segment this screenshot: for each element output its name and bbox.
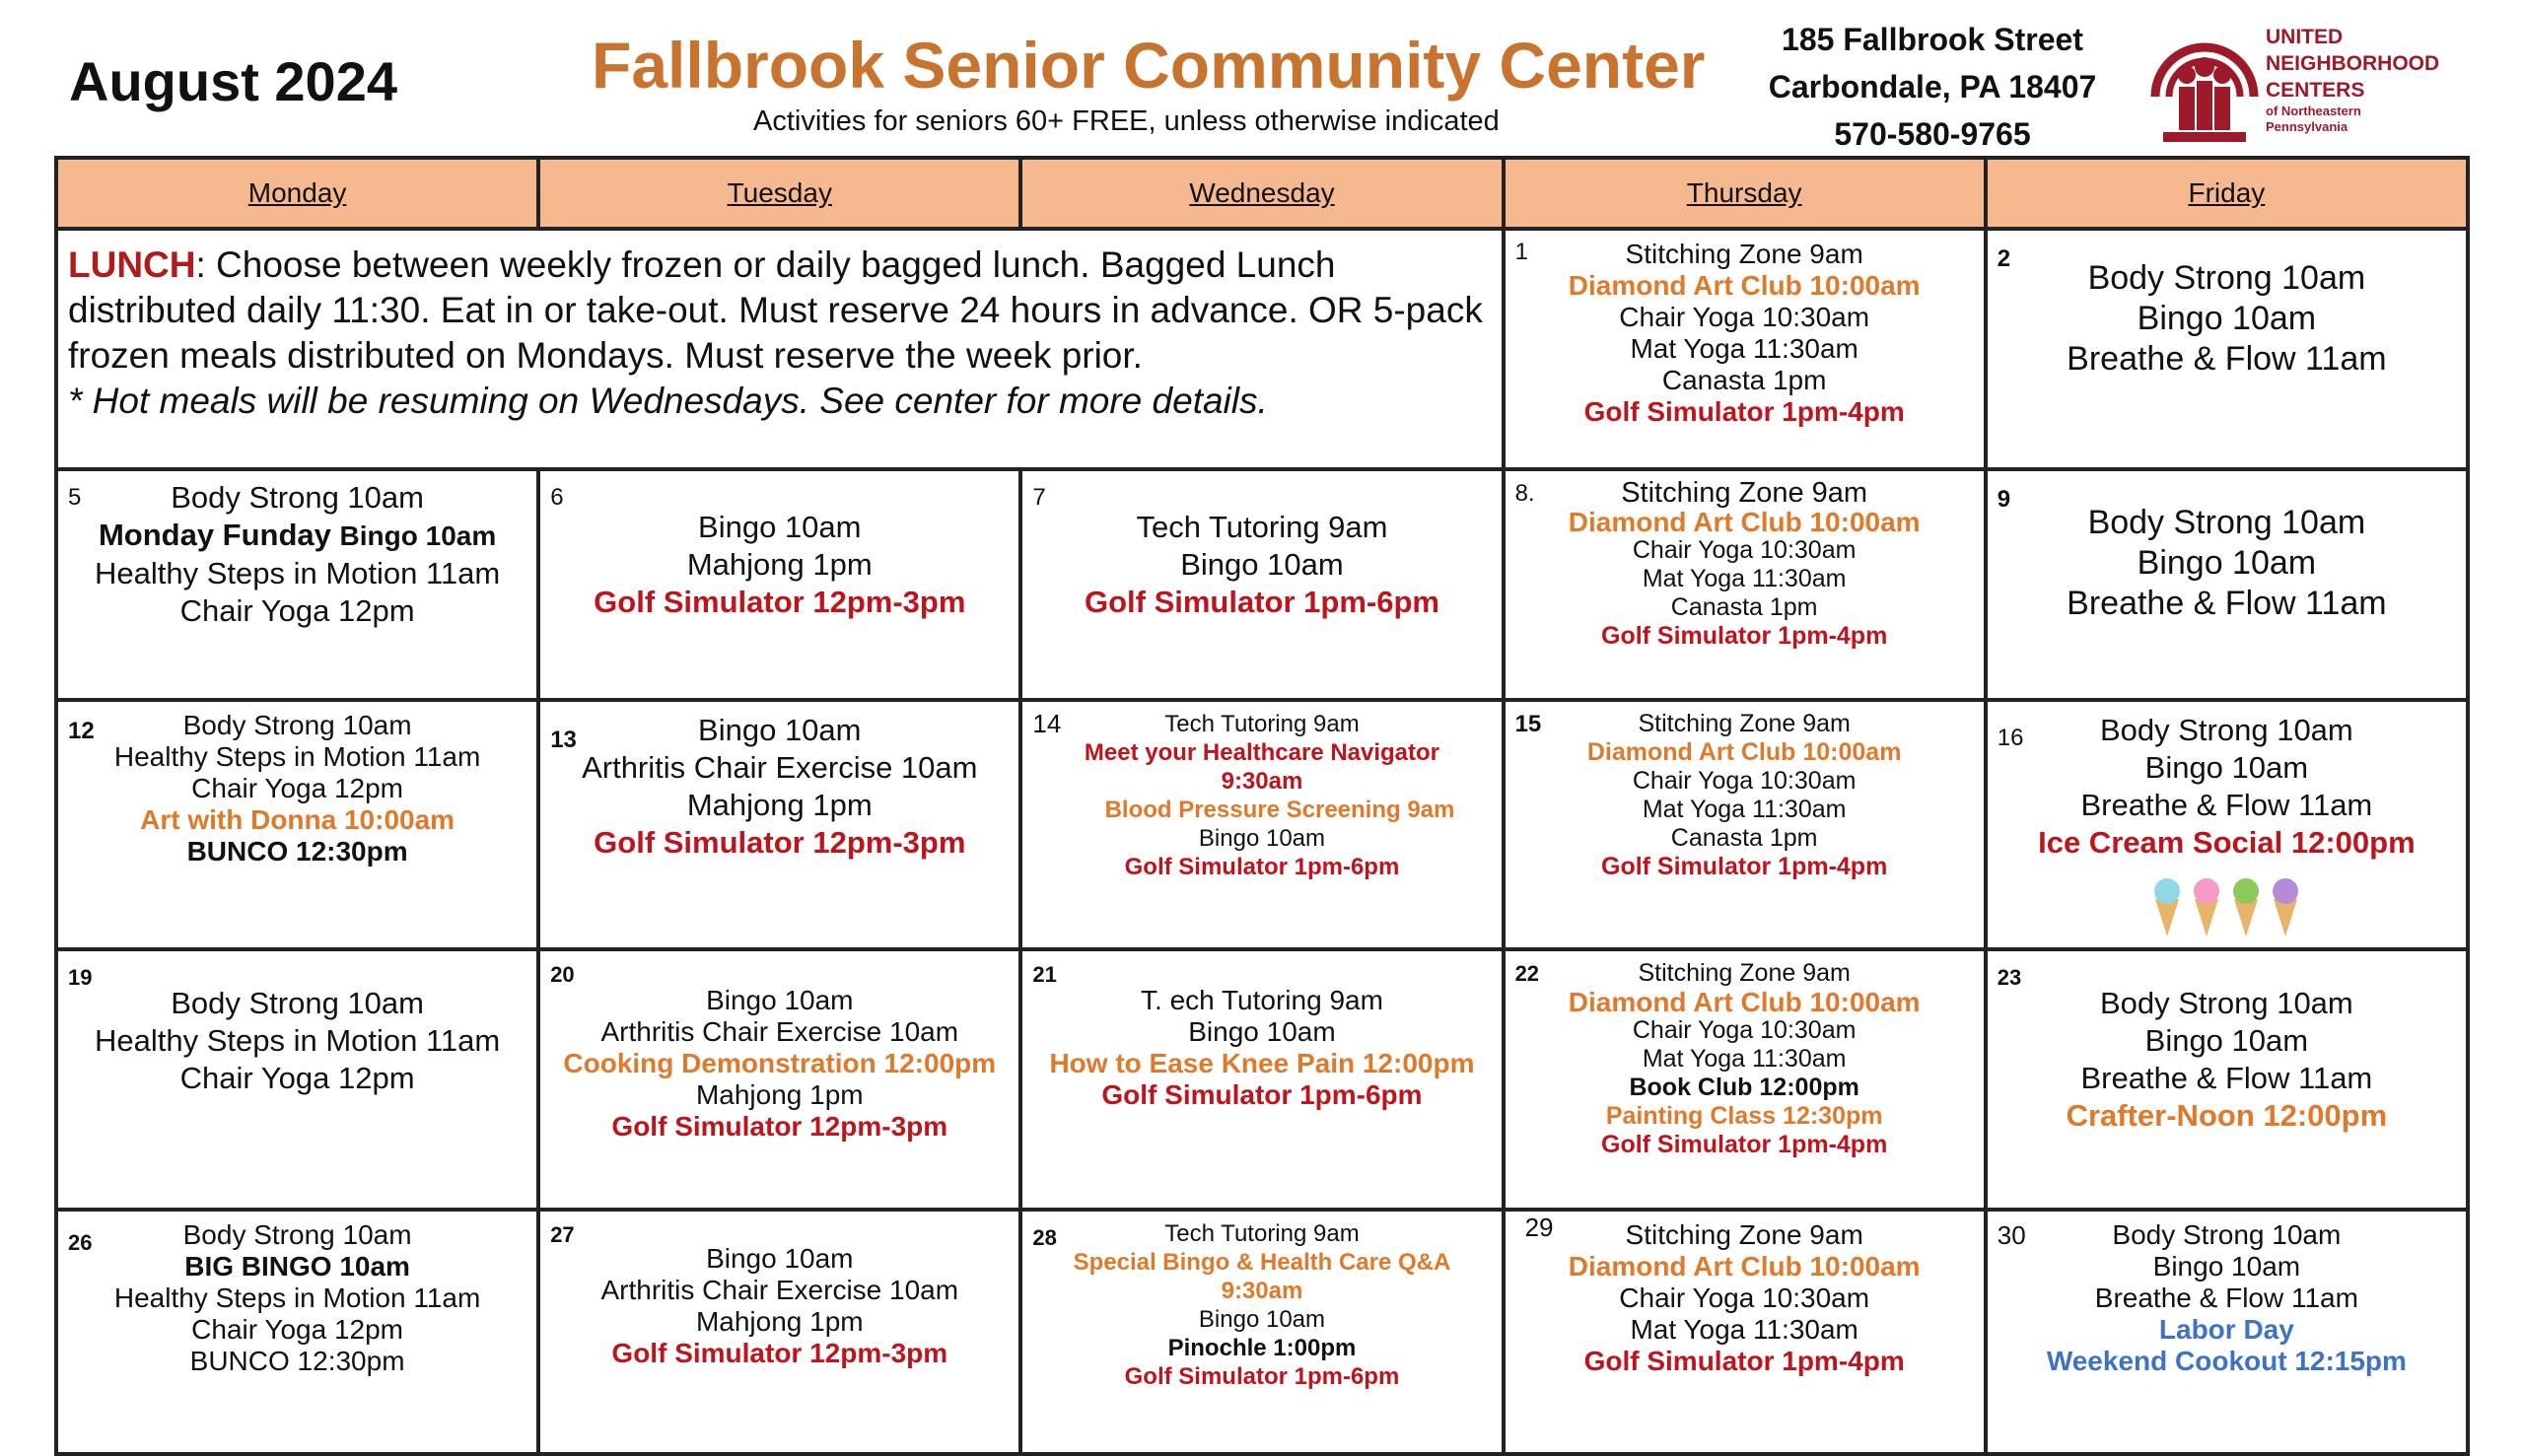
event: Arthritis Chair Exercise 10am bbox=[600, 1275, 959, 1305]
event: Mat Yoga 11:30am bbox=[1630, 1314, 1858, 1345]
event: Mahjong 1pm bbox=[686, 547, 873, 582]
lunch-info-cell bbox=[56, 229, 1504, 469]
event: Bingo 10am bbox=[698, 510, 862, 544]
lunch-label: LUNCH bbox=[68, 244, 196, 285]
event: Bingo 10am bbox=[2137, 544, 2317, 582]
day-number: 16 bbox=[1997, 725, 2024, 751]
event: Canasta 1pm bbox=[1670, 593, 1818, 621]
lunch-note: * Hot meals will be resuming on Wednesdays. See center for more details. bbox=[68, 381, 1268, 421]
event: Mahjong 1pm bbox=[686, 788, 873, 822]
day-number: 6 bbox=[550, 484, 564, 511]
event-highlight: 9:30am bbox=[1221, 1278, 1303, 1304]
week-row-4 bbox=[56, 949, 2468, 1210]
event: Bingo 10am bbox=[2137, 300, 2317, 337]
event: Chair Yoga 10:30am bbox=[1632, 536, 1857, 564]
event: Mahjong 1pm bbox=[695, 1079, 864, 1110]
event: Stitching Zone 9am bbox=[1638, 710, 1851, 737]
header-thursday: Thursday bbox=[1504, 158, 1986, 229]
event: Mat Yoga 11:30am bbox=[1642, 796, 1847, 823]
event-highlight: Diamond Art Club 10:00am bbox=[1568, 270, 1921, 301]
event-highlight: Diamond Art Club 10:00am bbox=[1568, 987, 1921, 1017]
event: Bingo 10am bbox=[1180, 547, 1344, 582]
event-highlight: Cooking Demonstration 12:00pm bbox=[563, 1048, 997, 1078]
event: Healthy Steps in Motion 11am bbox=[113, 741, 481, 772]
day-cell-28 bbox=[1020, 1210, 1503, 1454]
event: Breathe & Flow 11am bbox=[2067, 340, 2387, 378]
event: Stitching Zone 9am bbox=[1625, 239, 1863, 269]
day-number: 26 bbox=[68, 1230, 93, 1255]
day-number: 21 bbox=[1032, 962, 1057, 987]
address-block bbox=[1745, 16, 2120, 158]
event: Healthy Steps in Motion 11am bbox=[94, 556, 501, 590]
event-highlight: Golf Simulator 1pm-4pm bbox=[1583, 1346, 1905, 1376]
day-number: 19 bbox=[68, 965, 93, 990]
event-highlight: Golf Simulator 12pm-3pm bbox=[611, 1338, 948, 1368]
day-number: 14 bbox=[1032, 709, 1062, 738]
day-cell-16 bbox=[1986, 700, 2468, 949]
event-highlight: Labor Day bbox=[2158, 1314, 2294, 1345]
day-cell-13 bbox=[538, 700, 1020, 949]
day-number: 7 bbox=[1032, 484, 1046, 511]
event-highlight: Art with Donna 10:00am bbox=[140, 804, 456, 835]
event: Book Club 12:00pm bbox=[1629, 1074, 1859, 1101]
header-wednesday: Wednesday bbox=[1020, 158, 1503, 229]
event: Mat Yoga 11:30am bbox=[1642, 1045, 1847, 1073]
day-cell-15 bbox=[1504, 700, 1986, 949]
event-highlight: Painting Class 12:30pm bbox=[1605, 1102, 1883, 1130]
event-highlight: Golf Simulator 1pm-4pm bbox=[1601, 853, 1888, 880]
event: Bingo 10am bbox=[2144, 750, 2309, 785]
day-number: 29 bbox=[1524, 1213, 1554, 1242]
event: Arthritis Chair Exercise 10am bbox=[582, 750, 978, 785]
event-highlight: Weekend Cookout 12:15pm bbox=[2046, 1346, 2407, 1376]
lunch-info bbox=[58, 231, 1502, 424]
event: Body Strong 10am bbox=[171, 480, 424, 515]
event: Bingo 10am bbox=[2152, 1251, 2301, 1282]
logo-line-4: of Northeastern bbox=[2266, 104, 2361, 118]
event: Canasta 1pm bbox=[1670, 824, 1818, 852]
event: Healthy Steps in Motion 11am bbox=[94, 1023, 501, 1058]
event: Tech Tutoring 9am bbox=[1164, 1220, 1360, 1247]
event: Healthy Steps in Motion 11am bbox=[113, 1283, 481, 1313]
event: Chair Yoga 12pm bbox=[179, 593, 415, 628]
logo-line-2: NEIGHBORHOOD bbox=[2266, 52, 2440, 75]
logo-line-3: CENTERS bbox=[2266, 79, 2365, 102]
event: Breathe & Flow 11am bbox=[2080, 1061, 2373, 1095]
week-row-5 bbox=[56, 1210, 2468, 1454]
center-title: Fallbrook Senior Community Center bbox=[592, 29, 1706, 102]
event: Mat Yoga 11:30am bbox=[1642, 565, 1847, 592]
subtitle: Activities for seniors 60+ FREE, unless otherwise indicated bbox=[753, 105, 1500, 137]
header-tuesday: Tuesday bbox=[538, 158, 1020, 229]
day-cell-14 bbox=[1020, 700, 1503, 949]
event: Stitching Zone 9am bbox=[1638, 959, 1851, 987]
weekday-header-row bbox=[56, 158, 2468, 229]
address-city: Carbondale, PA 18407 bbox=[1768, 69, 2097, 104]
event-highlight: Special Bingo & Health Care Q&A bbox=[1073, 1249, 1451, 1276]
event: Bingo 10am bbox=[706, 1243, 854, 1274]
day-cell-27 bbox=[538, 1210, 1020, 1454]
event: Chair Yoga 10:30am bbox=[1632, 1016, 1857, 1044]
event-highlight: Golf Simulator 1pm-6pm bbox=[1124, 1363, 1400, 1390]
event-highlight: Golf Simulator 1pm-4pm bbox=[1601, 622, 1888, 650]
week-row-2 bbox=[56, 469, 2468, 700]
day-number: 12 bbox=[68, 718, 95, 744]
day-cell-23 bbox=[1986, 949, 2468, 1210]
event-highlight: How to Ease Knee Pain 12:00pm bbox=[1049, 1048, 1475, 1078]
event-highlight: Golf Simulator 12pm-3pm bbox=[594, 825, 966, 860]
day-number: 20 bbox=[550, 962, 575, 987]
event: Body Strong 10am bbox=[182, 1219, 412, 1250]
event: Bingo 10am bbox=[339, 520, 497, 551]
day-cell-30 bbox=[1986, 1210, 2468, 1454]
day-cell-21 bbox=[1020, 949, 1503, 1210]
day-cell-12 bbox=[56, 700, 538, 949]
event: Breathe & Flow 11am bbox=[2094, 1283, 2358, 1313]
event: Chair Yoga 10:30am bbox=[1619, 302, 1870, 332]
unc-logo bbox=[2149, 18, 2445, 150]
day-cell-5 bbox=[56, 469, 538, 700]
event: Body Strong 10am bbox=[182, 710, 412, 740]
event-highlight: Diamond Art Club 10:00am bbox=[1568, 507, 1921, 537]
day-number: 5 bbox=[68, 484, 82, 511]
event-highlight: Golf Simulator 1pm-6pm bbox=[1084, 585, 1439, 619]
event-highlight: Diamond Art Club 10:00am bbox=[1586, 738, 1902, 766]
header-friday: Friday bbox=[1986, 158, 2468, 229]
day-cell-20 bbox=[538, 949, 1020, 1210]
event-highlight: 9:30am bbox=[1221, 768, 1303, 795]
day-cell-1 bbox=[1504, 229, 1986, 469]
ice-cream-icon bbox=[2147, 869, 2305, 938]
event: Canasta 1pm bbox=[1661, 365, 1827, 395]
event: Body Strong 10am bbox=[2112, 1219, 2342, 1250]
day-number: 9 bbox=[1997, 486, 2011, 513]
event-highlight: Blood Pressure Screening 9am bbox=[1104, 797, 1455, 823]
event: Body Strong 10am bbox=[171, 986, 424, 1020]
event: Bingo 10am bbox=[1198, 1306, 1326, 1333]
event: BUNCO 12:30pm bbox=[186, 836, 408, 867]
event: Stitching Zone 9am bbox=[1621, 477, 1868, 509]
day-cell-26 bbox=[56, 1210, 538, 1454]
day-number: 27 bbox=[550, 1222, 575, 1247]
month-title: August 2024 bbox=[69, 50, 397, 112]
week-row-1 bbox=[56, 229, 2468, 469]
day-cell-7 bbox=[1020, 469, 1503, 700]
day-number: 1 bbox=[1514, 239, 1528, 265]
day-cell-19 bbox=[56, 949, 538, 1210]
lunch-text: : Choose between weekly frozen or daily bagged lunch. Bagged Lunch distributed daily 11:30. Eat in or take-out. Must reserve 24 hours in advance. OR 5-pack frozen meals distributed on Mondays. Must reserve the week prior. bbox=[68, 244, 1483, 376]
event: BIG BINGO 10am bbox=[184, 1251, 410, 1282]
calendar-table bbox=[54, 156, 2470, 1456]
event: Tech Tutoring 9am bbox=[1136, 510, 1388, 544]
event: BUNCO 12:30pm bbox=[189, 1346, 405, 1376]
unc-logo-text bbox=[2266, 24, 2439, 135]
week-row-3 bbox=[56, 700, 2468, 949]
event: Arthritis Chair Exercise 10am bbox=[600, 1016, 959, 1047]
address-street: 185 Fallbrook Street bbox=[1782, 22, 2083, 57]
event: Bingo 10am bbox=[698, 713, 862, 747]
day-number: 28 bbox=[1032, 1225, 1057, 1250]
event: Body Strong 10am bbox=[2099, 986, 2353, 1020]
day-number: 2 bbox=[1997, 245, 2011, 272]
logo-line-5: Pennsylvania bbox=[2266, 119, 2349, 134]
event: Tech Tutoring 9am bbox=[1164, 711, 1360, 737]
event: Bingo 10am bbox=[1198, 825, 1326, 852]
logo-line-1: UNITED bbox=[2266, 26, 2344, 48]
event-highlight: Golf Simulator 1pm-4pm bbox=[1583, 396, 1905, 427]
event-highlight: Ice Cream Social 12:00pm bbox=[2038, 825, 2416, 860]
event: Bingo 10am bbox=[706, 985, 854, 1015]
event: Body Strong 10am bbox=[2087, 504, 2366, 541]
event: Chair Yoga 10:30am bbox=[1619, 1283, 1870, 1313]
event-highlight: Golf Simulator 1pm-4pm bbox=[1601, 1131, 1888, 1158]
event-highlight: Golf Simulator 12pm-3pm bbox=[611, 1111, 948, 1142]
event: Stitching Zone 9am bbox=[1625, 1219, 1863, 1250]
unc-logo-icon bbox=[2149, 18, 2260, 150]
day-cell-2 bbox=[1986, 229, 2468, 469]
event: Mahjong 1pm bbox=[695, 1306, 864, 1337]
day-cell-29 bbox=[1504, 1210, 1986, 1454]
event: Body Strong 10am bbox=[2087, 259, 2366, 297]
day-number: 13 bbox=[550, 727, 577, 753]
event-highlight: Diamond Art Club 10:00am bbox=[1568, 1251, 1921, 1282]
event-highlight: Golf Simulator 12pm-3pm bbox=[594, 585, 966, 619]
day-number: 22 bbox=[1514, 961, 1540, 986]
event: Bingo 10am bbox=[2144, 1023, 2309, 1058]
event: Chair Yoga 12pm bbox=[191, 1314, 403, 1345]
day-cell-8 bbox=[1504, 469, 1986, 700]
event-highlight: Meet your Healthcare Navigator bbox=[1084, 739, 1440, 766]
header-monday: Monday bbox=[56, 158, 538, 229]
day-number: 30 bbox=[1997, 1220, 2026, 1250]
day-cell-9 bbox=[1986, 469, 2468, 700]
event: Chair Yoga 12pm bbox=[179, 1061, 415, 1095]
event: Pinochle 1:00pm bbox=[1167, 1335, 1357, 1361]
day-number: 15 bbox=[1514, 711, 1542, 737]
event-highlight: Golf Simulator 1pm-6pm bbox=[1101, 1079, 1423, 1110]
event: Mat Yoga 11:30am bbox=[1630, 333, 1858, 364]
event-monday-funday: Monday Funday bbox=[98, 518, 331, 552]
event: Chair Yoga 12pm bbox=[191, 773, 403, 803]
day-cell-22 bbox=[1504, 949, 1986, 1210]
event: T. ech Tutoring 9am bbox=[1141, 985, 1383, 1015]
event: Breathe & Flow 11am bbox=[2080, 788, 2373, 822]
event-highlight: Golf Simulator 1pm-6pm bbox=[1124, 854, 1400, 880]
day-cell-6 bbox=[538, 469, 1020, 700]
day-number: 23 bbox=[1997, 965, 2022, 990]
day-number: 8. bbox=[1514, 480, 1535, 507]
event: Breathe & Flow 11am bbox=[2067, 585, 2387, 622]
event: Bingo 10am bbox=[1188, 1016, 1336, 1047]
event: Chair Yoga 10:30am bbox=[1632, 767, 1857, 795]
event: Body Strong 10am bbox=[2099, 713, 2353, 747]
phone-number: 570-580-9765 bbox=[1834, 116, 2031, 152]
event-highlight: Crafter-Noon 12:00pm bbox=[2066, 1098, 2388, 1133]
